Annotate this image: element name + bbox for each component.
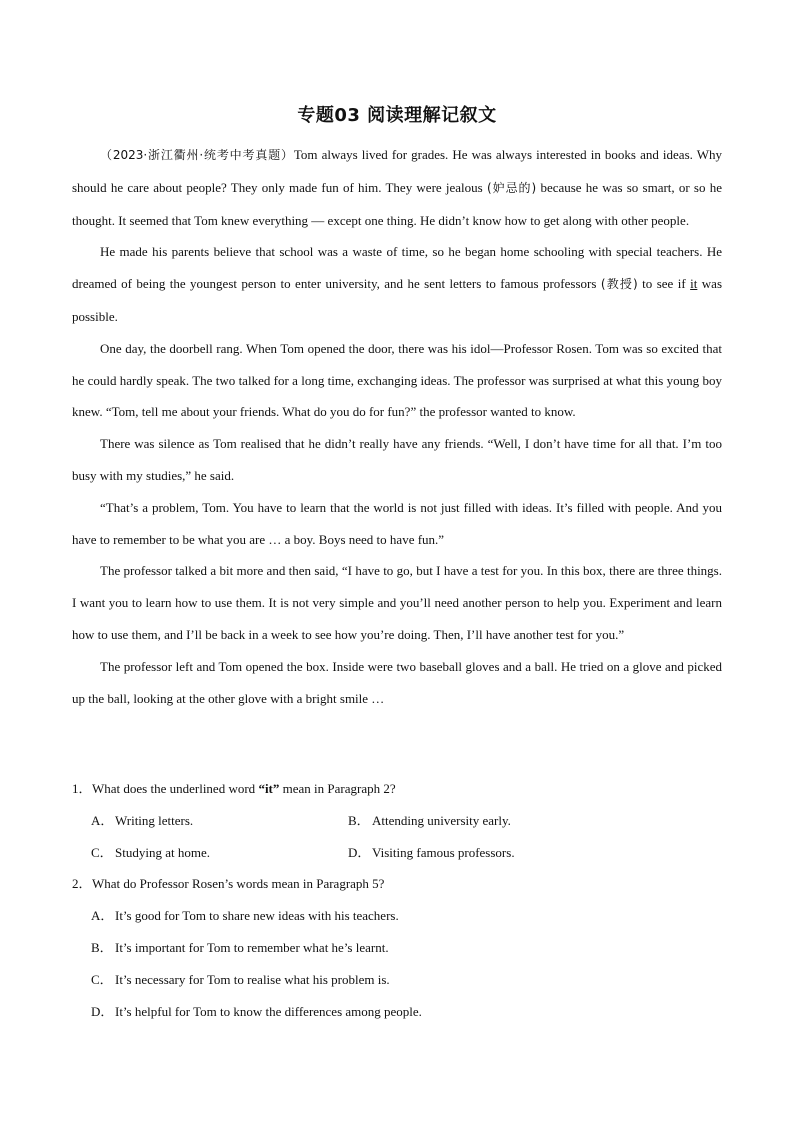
- option-a[interactable]: [72, 900, 722, 932]
- question-stem: [72, 773, 722, 805]
- question-keyword: “it”: [258, 781, 280, 796]
- paragraph-1-text-a: Tom always lived for grades. He was always interested in books and ideas. Why should he care about people? They only made fun of him. They were jealous: [72, 147, 723, 195]
- option-text: It’s helpful for Tom to know the differences among people.: [115, 1003, 422, 1019]
- paragraph-2: [72, 236, 722, 332]
- paragraph-1-text-b: because he was so smart, or so he thought. It seemed that Tom knew everything — except one thing. He didn’t know how to get along with other people.: [72, 179, 722, 228]
- option-b[interactable]: [72, 932, 722, 964]
- question-2: [72, 868, 722, 1027]
- option-letter: C．: [91, 844, 113, 860]
- question-text: mean in Paragraph 2?: [279, 781, 396, 796]
- chinese-gloss: (妒忌的): [486, 180, 537, 195]
- page-title: 专题03 阅读理解记叙文: [297, 105, 497, 126]
- option-d[interactable]: [348, 837, 605, 869]
- paragraph-4: There was silence as Tom realised that he didn’t really have any friends. “Well, I don’t have time for all that. I’m too busy with my studies,” he said.: [72, 436, 722, 483]
- question-text: What does the underlined word: [92, 781, 259, 796]
- option-text: It’s necessary for Tom to realise what his problem is.: [115, 971, 390, 987]
- option-d[interactable]: [72, 996, 722, 1028]
- question-1: [72, 773, 722, 868]
- option-text: Attending university early.: [372, 812, 511, 828]
- option-letter: B．: [91, 939, 113, 955]
- option-b[interactable]: [348, 805, 605, 837]
- chinese-gloss: (教授): [600, 277, 638, 292]
- option-text: Writing letters.: [115, 812, 194, 828]
- question-text: What do Professor Rosen’s words mean in Paragraph 5?: [92, 876, 385, 892]
- option-text: Studying at home.: [115, 844, 210, 860]
- question-stem: [72, 868, 722, 900]
- option-text: It’s important for Tom to remember what he’s learnt.: [115, 939, 389, 955]
- question-number: 2．: [72, 876, 92, 892]
- question-number: 1．: [72, 781, 92, 796]
- reading-passage: [72, 139, 722, 714]
- paragraph-7: The professor left and Tom opened the box. Inside were two baseball gloves and a ball. He tried on a glove and picked up the ball, looking at the other glove with a bright smile …: [72, 658, 722, 706]
- option-letter: C．: [91, 971, 113, 987]
- option-letter: D．: [348, 844, 371, 860]
- option-row: [72, 837, 722, 869]
- paragraph-1: [72, 139, 722, 236]
- paragraph-3: One day, the doorbell rang. When Tom opened the door, there was his idol—Professor Rosen. Tom was so excited that he could hardly speak. The two talked for a long time, exchanging ideas. The professor was surprised at what this young boy knew. “Tom, tell me about your friends. What do you do for fun?” the professor wanted to know.: [72, 340, 722, 420]
- option-c[interactable]: [91, 837, 348, 869]
- paragraph-5: “That’s a problem, Tom. You have to learn that the world is not just filled with ideas. It’s filled with people. And you have to remember to be what you are … a boy. Boys need to have fun.”: [72, 499, 722, 547]
- option-a[interactable]: [91, 805, 348, 837]
- source-note: （2023·浙江衢州·统考中考真题）: [100, 148, 294, 162]
- paragraph-2-text-b: to see if: [637, 276, 691, 292]
- option-letter: A．: [91, 908, 114, 924]
- option-c[interactable]: [72, 964, 722, 996]
- option-text: Visiting famous professors.: [372, 844, 515, 860]
- underlined-word: it: [690, 276, 698, 292]
- option-letter: B．: [348, 812, 370, 828]
- option-row: [72, 805, 722, 837]
- option-letter: A．: [91, 812, 114, 828]
- question-list: [72, 773, 722, 1027]
- option-text: It’s good for Tom to share new ideas with his teachers.: [115, 908, 399, 924]
- paragraph-6: The professor talked a bit more and then said, “I have to go, but I have a test for you. In this box, there are three things. I want you to learn how to use them. It is not very simple and you’ll need another person to help you. Experiment and learn how to use them, and I’ll be back in a week to see how you’re doing. Then, I’ll have another test for you.”: [72, 563, 722, 642]
- paragraph-2-text-c: was possible.: [72, 276, 723, 324]
- paragraph-2-text-a: He made his parents believe that school was a waste of time, so he began home schooling with special teachers. He dreamed of being the youngest person to enter university, and he sent letters to famous professors: [72, 244, 722, 292]
- option-letter: D．: [91, 1003, 114, 1019]
